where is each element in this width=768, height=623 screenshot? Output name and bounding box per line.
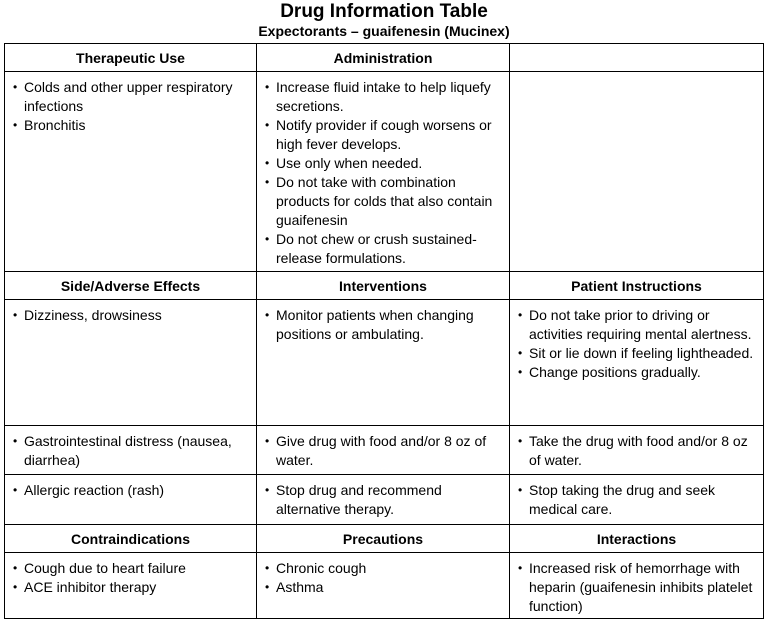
administration-cell [257, 72, 510, 272]
patient-instruction-cell [510, 426, 764, 475]
side-effect-cell [5, 475, 257, 525]
page-subtitle: Expectorants – guaifenesin (Mucinex) [258, 23, 510, 39]
header-patient-instructions: Patient Instructions [510, 272, 764, 300]
list-item: • Notify provider if cough worsens or high fever develops. [265, 116, 503, 154]
table-header-row [5, 525, 764, 553]
table-header-row [5, 44, 764, 72]
list-item: • Give drug with food and/or 8 oz of water. [265, 432, 503, 470]
list-item: • Chronic cough [265, 559, 503, 578]
patient-instruction-cell [510, 475, 764, 525]
header-side-adverse-effects: Side/Adverse Effects [5, 272, 257, 300]
list-item: • Bronchitis [13, 116, 250, 135]
list-item: • Stop drug and recommend alternative therapy. [265, 481, 503, 519]
list-item: • Gastrointestinal distress (nausea, diarrhea) [13, 432, 250, 470]
list-item: • Colds and other upper respiratory infections [13, 78, 250, 116]
list-item: • Take the drug with food and/or 8 oz of water. [518, 432, 757, 470]
list-item: • Sit or lie down if feeling lightheaded. [518, 344, 757, 363]
list-item: • Cough due to heart failure [13, 559, 250, 578]
page-title: Drug Information Table [280, 1, 488, 22]
header-interventions: Interventions [257, 272, 510, 300]
table-row [5, 300, 764, 426]
table-row [5, 426, 764, 475]
list-item: • Stop taking the drug and seek medical care. [518, 481, 757, 519]
header-therapeutic-use: Therapeutic Use [5, 44, 257, 72]
header-precautions: Precautions [257, 525, 510, 553]
table-row [5, 553, 764, 619]
list-item: • Increased risk of hemorrhage with heparin (guaifenesin inhibits platelet function) [518, 559, 757, 616]
list-item: • Dizziness, drowsiness [13, 306, 250, 325]
intervention-cell [257, 300, 510, 426]
header-interactions: Interactions [510, 525, 764, 553]
table-row [5, 475, 764, 525]
intervention-cell [257, 426, 510, 475]
list-item: • Do not take with combination products for colds that also contain guaifenesin [265, 173, 503, 230]
interactions-cell [510, 553, 764, 619]
intervention-cell [257, 475, 510, 525]
table-row [5, 72, 764, 272]
therapeutic-use-cell [5, 72, 257, 272]
list-item: • ACE inhibitor therapy [13, 578, 250, 597]
header-administration: Administration [257, 44, 510, 72]
side-effect-cell [5, 300, 257, 426]
list-item: • Do not chew or crush sustained-release formulations. [265, 230, 503, 268]
header-contraindications: Contraindications [5, 525, 257, 553]
list-item: • Asthma [265, 578, 503, 597]
list-item: • Do not take prior to driving or activities requiring mental alertness. [518, 306, 757, 344]
patient-instruction-cell [510, 300, 764, 426]
list-item: • Use only when needed. [265, 154, 503, 173]
list-item: • Change positions gradually. [518, 363, 757, 382]
header-empty [510, 44, 764, 72]
list-item: • Increase fluid intake to help liquefy secretions. [265, 78, 503, 116]
drug-information-table [4, 43, 764, 619]
side-effect-cell [5, 426, 257, 475]
table-header-row [5, 272, 764, 300]
precautions-cell [257, 553, 510, 619]
list-item: • Monitor patients when changing positions or ambulating. [265, 306, 503, 344]
list-item: • Allergic reaction (rash) [13, 481, 250, 500]
empty-cell [510, 72, 764, 272]
contraindications-cell [5, 553, 257, 619]
